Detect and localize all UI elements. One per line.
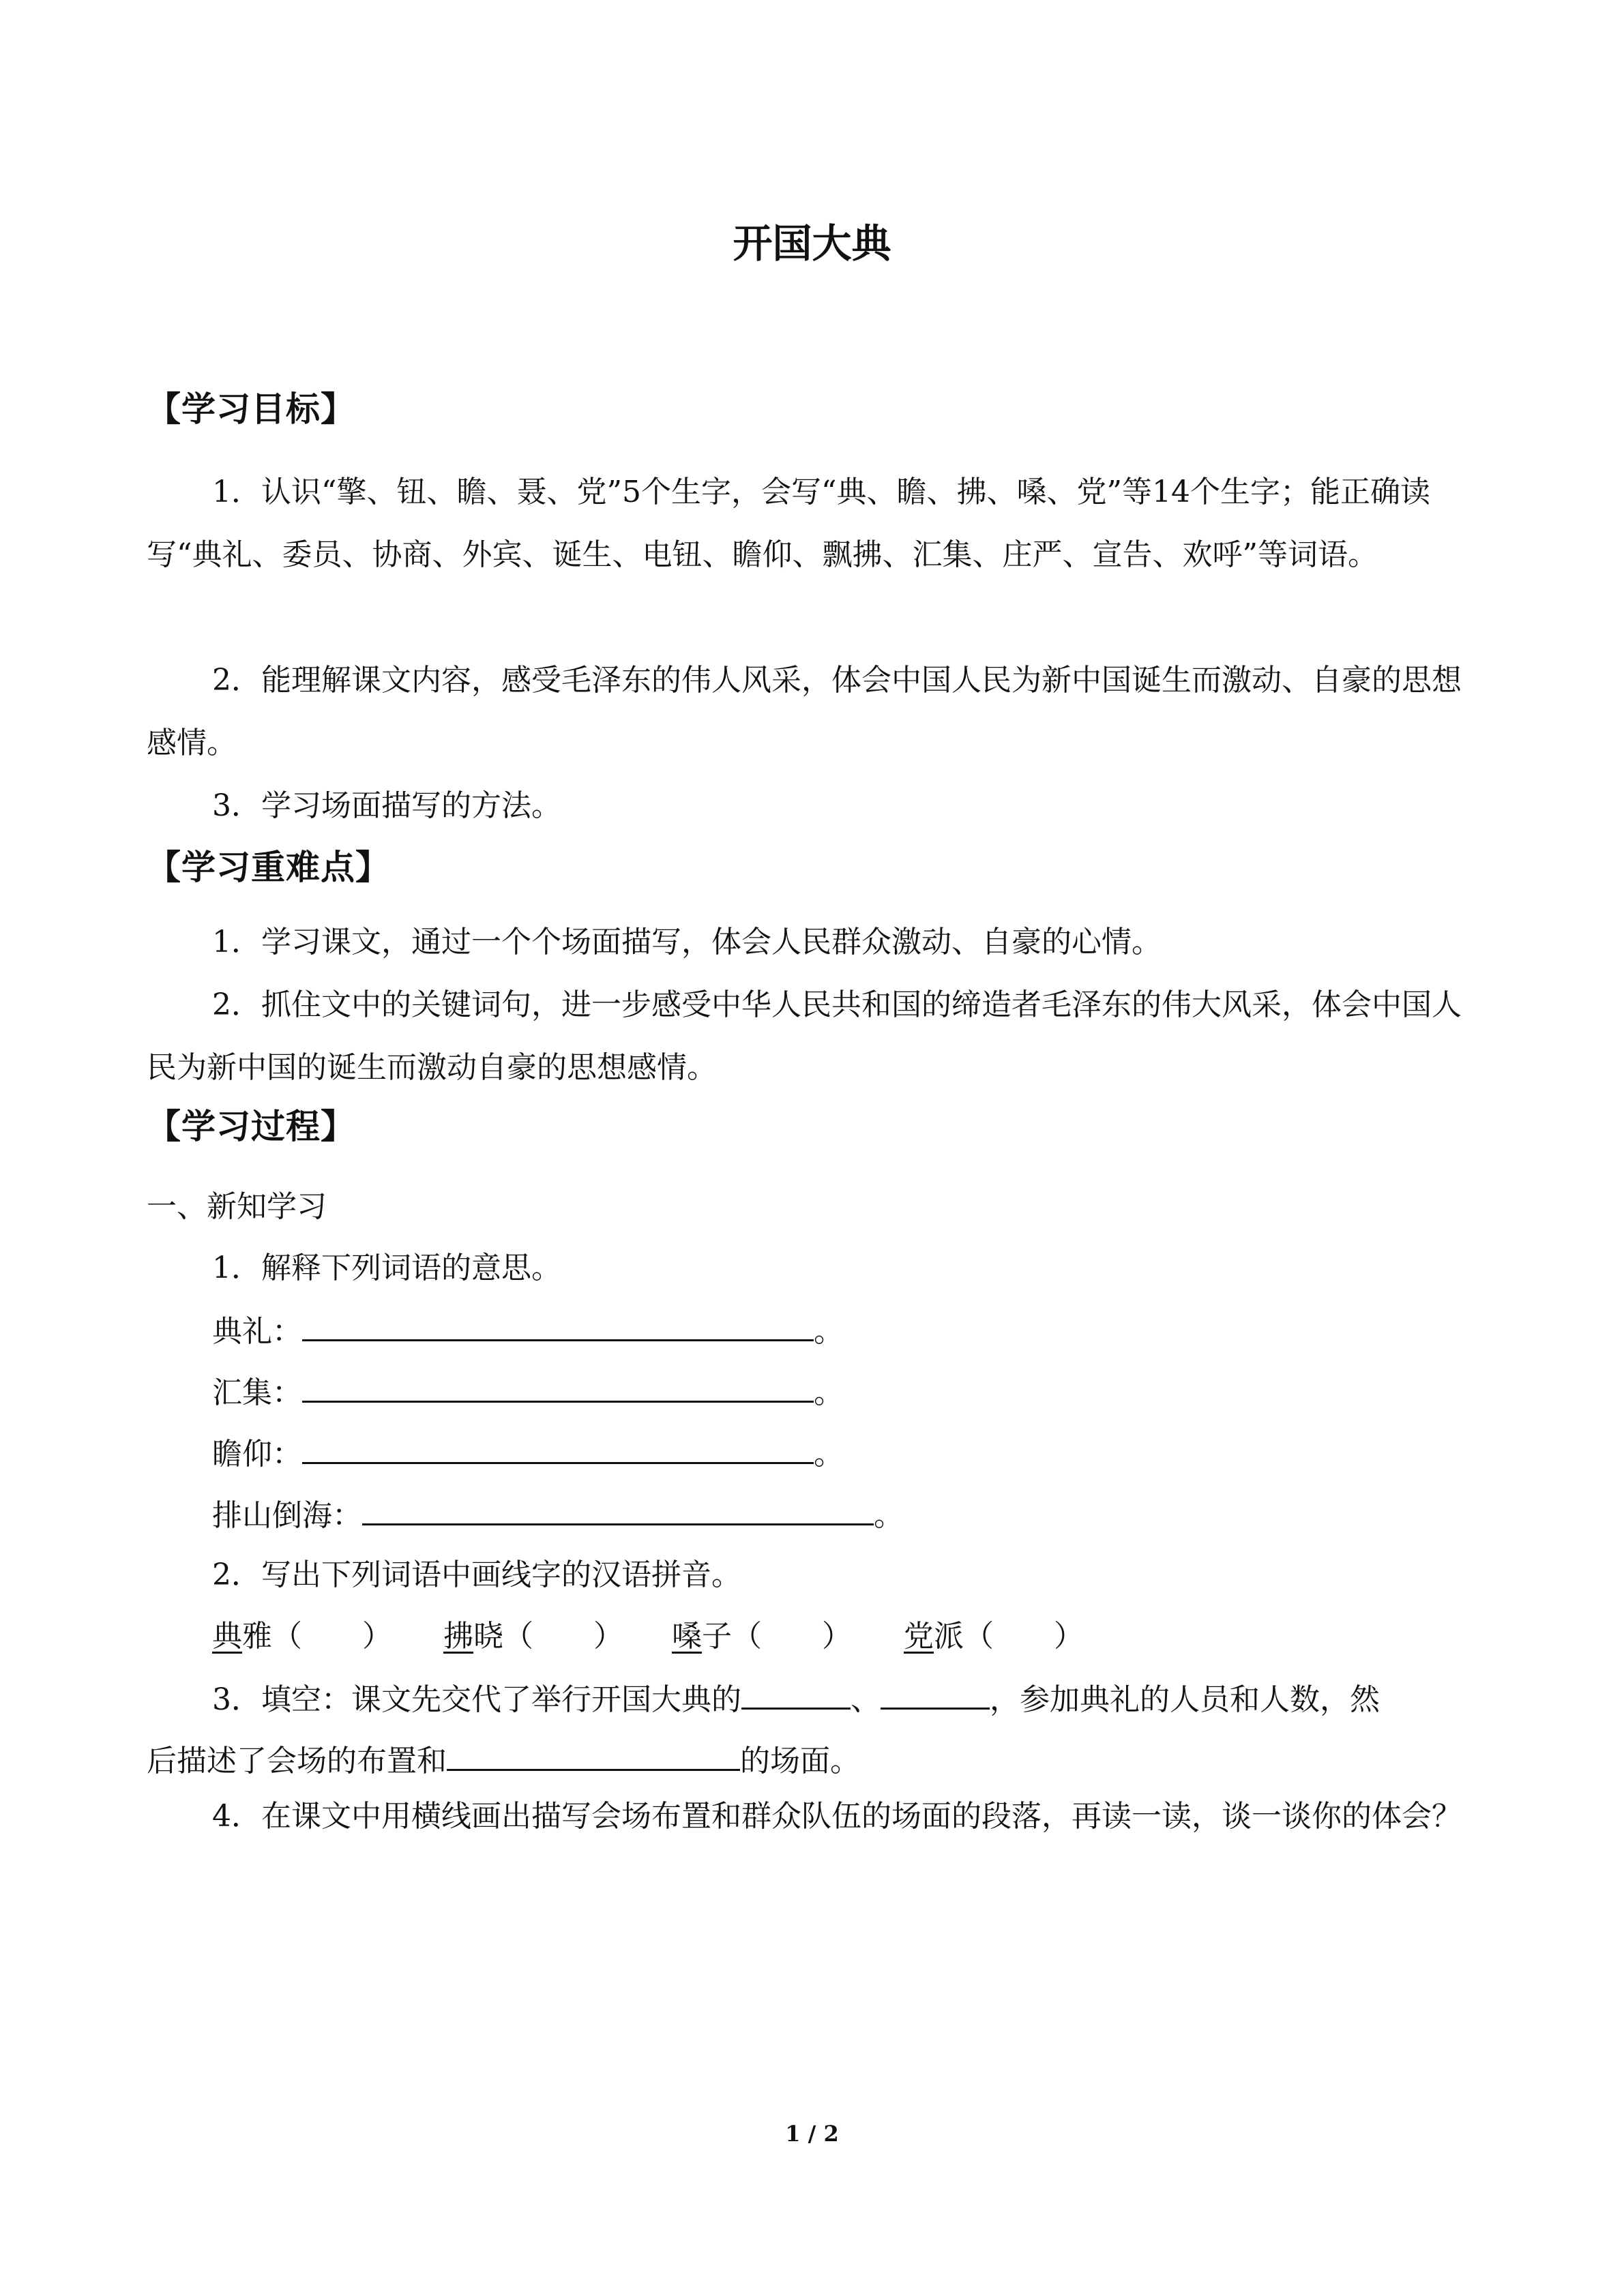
term-row-paishandaohai: 排山倒海： 。 — [212, 1493, 904, 1536]
question-3-line-2: 后描述了会场的布置和 的场面。 — [147, 1739, 860, 1782]
section-heading-keypoints: 【学习重难点】 — [147, 848, 390, 887]
pinyin-item-sangzi: 嗓子（ ） — [672, 1619, 852, 1654]
answer-blank-huiji[interactable] — [302, 1371, 814, 1403]
fill-blank-3[interactable] — [447, 1739, 740, 1771]
page-title: 开国大典 — [733, 220, 891, 267]
fill-blank-2[interactable] — [881, 1678, 990, 1710]
section-heading-process: 【学习过程】 — [147, 1107, 355, 1146]
fill-blank-1[interactable] — [741, 1678, 851, 1710]
part-label-new-knowledge: 一、新知学习 — [147, 1189, 327, 1224]
term-row-dianli: 典礼： 。 — [212, 1309, 844, 1352]
question-4: 4．在课文中用横线画出描写会场布置和群众队伍的场面的段落，再读一读，谈一谈你的体会？ — [212, 1799, 1462, 1834]
answer-blank-paishandaohai[interactable] — [362, 1493, 874, 1525]
page-number: 1 / 2 — [785, 2121, 839, 2147]
question-1: 1．解释下列词语的意思。 — [212, 1251, 561, 1285]
term-row-zhanyang: 瞻仰： 。 — [212, 1432, 844, 1475]
question-3-line-1: 3．填空：课文先交代了举行开国大典的 、 ，参加典礼的人员和人数，然 — [212, 1678, 1380, 1720]
pinyin-item-dianya: 典雅（ ） — [212, 1619, 392, 1654]
question-2: 2．写出下列词语中画线字的汉语拼音。 — [212, 1557, 741, 1592]
goal-item-3: 3．学习场面描写的方法。 — [212, 788, 561, 823]
answer-blank-zhanyang[interactable] — [302, 1432, 814, 1464]
section-heading-goals: 【学习目标】 — [147, 389, 355, 429]
term-row-huiji: 汇集： 。 — [212, 1371, 844, 1414]
keypoint-item-1: 1．学习课文，通过一个个场面描写，体会人民群众激动、自豪的心情。 — [212, 925, 1162, 959]
answer-blank-dianli[interactable] — [302, 1309, 814, 1341]
pinyin-item-fuxiao: 拂晓（ ） — [443, 1619, 623, 1654]
pinyin-item-dangpai: 党派（ ） — [904, 1619, 1084, 1654]
goal-item-2: 2．能理解课文内容，感受毛泽东的伟人风采，体会中国人民为新中国诞生而激动、自豪的思想感情。 — [147, 663, 1462, 760]
goal-item-1: 1．认识“擎、钮、瞻、聂、党”5个生字，会写“典、瞻、拂、嗓、党”等14个生字；能正确读写“典礼、委员、协商、外宾、诞生、电钮、瞻仰、飘拂、汇集、庄严、宣告、欢呼”等词语。 — [147, 475, 1430, 572]
keypoint-item-2: 2．抓住文中的关键词句，进一步感受中华人民共和国的缔造者毛泽东的伟大风采，体会中国人民为新中国的诞生而激动自豪的思想感情。 — [147, 987, 1462, 1085]
